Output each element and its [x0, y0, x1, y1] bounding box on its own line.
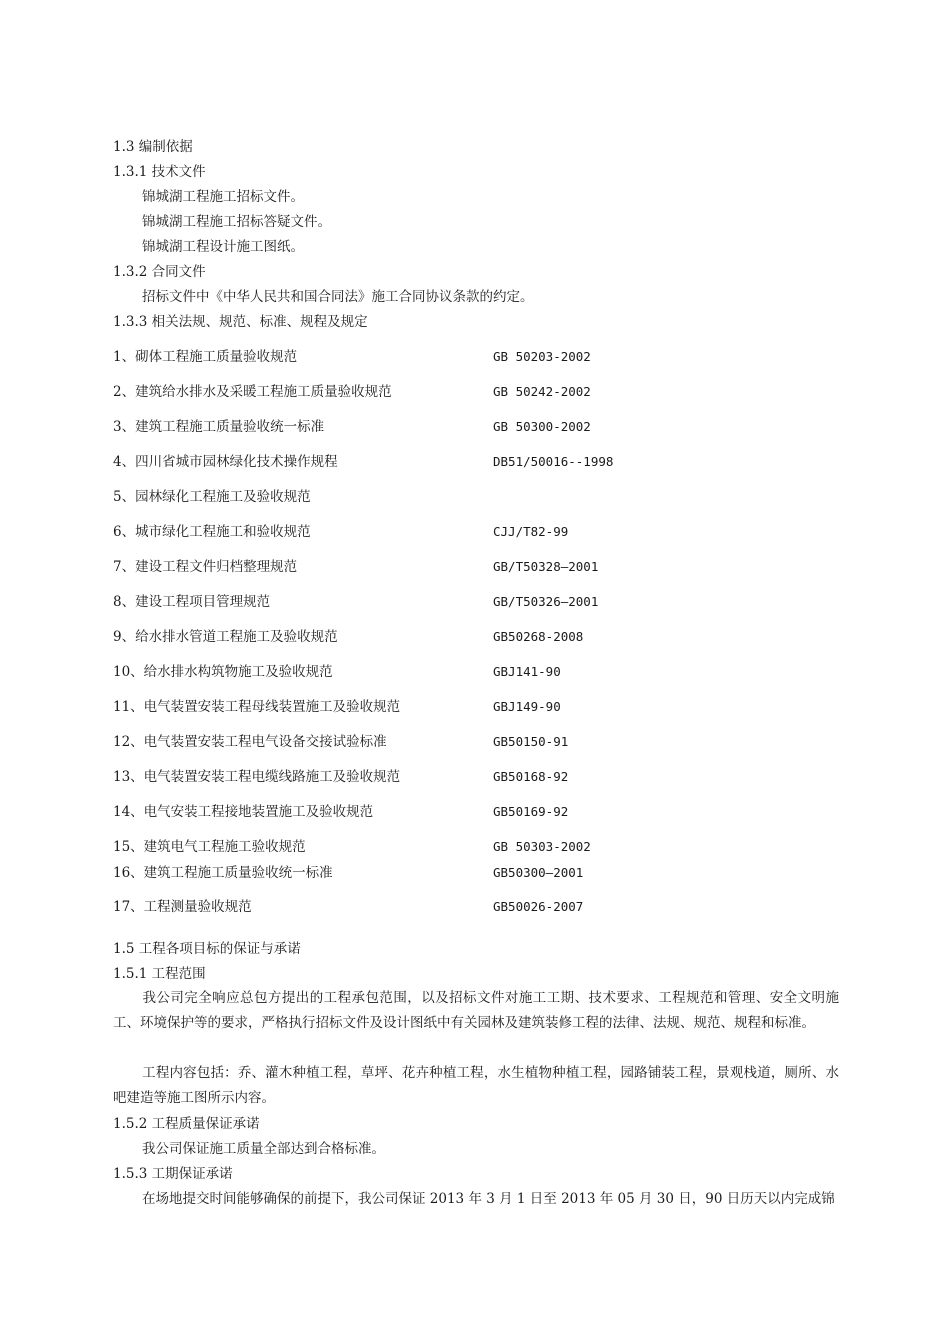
section-1-5-3-heading: 1.5.3 工期保证承诺	[113, 1166, 233, 1182]
standard-name: 17、工程测量验收规范	[113, 899, 252, 915]
section-1-3-1-heading: 1.3.1 技术文件	[113, 164, 206, 180]
standard-row	[113, 453, 853, 471]
section-1-5-1-heading: 1.5.1 工程范围	[113, 966, 206, 982]
standard-name: 16、建筑工程施工质量验收统一标准	[113, 865, 333, 881]
standard-name: 1、砌体工程施工质量验收规范	[113, 349, 298, 365]
standard-name: 15、建筑电气工程施工验收规范	[113, 839, 306, 855]
schedule-text: 在场地提交时间能够确保的前提下，我公司保证 2013 年 3 月 1 日至 2013 年 05 月 30 日，90 日历天以内完成锦	[142, 1191, 835, 1207]
section-1-5-2-heading: 1.5.2 工程质量保证承诺	[113, 1116, 260, 1132]
standard-name: 2、建筑给水排水及采暖工程施工质量验收规范	[113, 384, 392, 400]
tech-doc-item: 锦城湖工程设计施工图纸。	[142, 239, 304, 255]
standard-name: 14、电气安装工程接地装置施工及验收规范	[113, 804, 374, 820]
standard-name: 11、电气装置安装工程母线装置施工及验收规范	[113, 699, 401, 715]
standard-code: GB 50203-2002	[493, 349, 591, 364]
standard-name: 12、电气装置安装工程电气设备交接试验标准	[113, 734, 387, 750]
standard-code: GB 50303-2002	[493, 839, 591, 854]
section-1-5-heading: 1.5 工程各项目标的保证与承诺	[113, 941, 301, 957]
standard-row	[113, 733, 853, 751]
standard-code: GB/T50326—2001	[493, 594, 599, 609]
scope-paragraph	[113, 986, 839, 1036]
standard-row	[113, 593, 853, 611]
contract-doc-text: 招标文件中《中华人民共和国合同法》施工合同协议条款的约定。	[142, 289, 534, 305]
standard-name: 6、城市绿化工程施工和验收规范	[113, 524, 311, 540]
standard-code: GBJ149-90	[493, 699, 561, 714]
standard-code: CJJ/T82-99	[493, 524, 569, 539]
standard-code: GB50300—2001	[493, 865, 584, 880]
standard-name: 7、建设工程文件归档整理规范	[113, 559, 298, 575]
standard-code: GBJ141-90	[493, 664, 561, 679]
standard-code: GB50168-92	[493, 769, 569, 784]
standard-name: 9、给水排水管道工程施工及验收规范	[113, 629, 338, 645]
standard-row	[113, 348, 853, 366]
standard-row	[113, 628, 853, 646]
standard-code: GB/T50328—2001	[493, 559, 599, 574]
standard-row	[113, 898, 853, 916]
scope-paragraph-text: 我公司完全响应总包方提出的工程承包范围，以及招标文件对施工工期、技术要求、工程规范和管理、安全文明施工、环境保护等的要求，严格执行招标文件及设计图纸中有关园林及建筑装修工程的法律、法规、规范、规程和标准。	[113, 990, 839, 1031]
standard-code: GB50268-2008	[493, 629, 584, 644]
section-1-3-3-heading: 1.3.3 相关法规、规范、标准、规程及规定	[113, 314, 368, 330]
standard-code: GB50026-2007	[493, 899, 584, 914]
standard-row	[113, 558, 853, 576]
standard-row	[113, 864, 853, 882]
standard-row	[113, 383, 853, 401]
standard-code: GB50150-91	[493, 734, 569, 749]
standard-code: DB51/50016--1998	[493, 454, 614, 469]
standard-name: 10、给水排水构筑物施工及验收规范	[113, 664, 333, 680]
standard-name: 3、建筑工程施工质量验收统一标准	[113, 419, 325, 435]
section-1-3-heading: 1.3 编制依据	[113, 139, 193, 155]
work-content-paragraph-text: 工程内容包括：乔、灌木种植工程，草坪、花卉种植工程，水生植物种植工程，园路铺装工程，景观栈道，厕所、水吧建造等施工图所示内容。	[113, 1065, 839, 1106]
standard-code: GB 50300-2002	[493, 419, 591, 434]
standard-row	[113, 803, 853, 821]
standard-code: GB50169-92	[493, 804, 569, 819]
tech-doc-item: 锦城湖工程施工招标文件。	[142, 189, 304, 205]
standard-row	[113, 698, 853, 716]
tech-doc-item: 锦城湖工程施工招标答疑文件。	[142, 214, 331, 230]
standard-row	[113, 768, 853, 786]
standard-row	[113, 838, 853, 856]
quality-text: 我公司保证施工质量全部达到合格标准。	[142, 1141, 385, 1157]
section-1-3-2-heading: 1.3.2 合同文件	[113, 264, 206, 280]
work-content-paragraph	[113, 1061, 839, 1111]
standard-name: 5、园林绿化工程施工及验收规范	[113, 489, 311, 505]
standard-name: 13、电气装置安装工程电缆线路施工及验收规范	[113, 769, 401, 785]
standard-row	[113, 523, 853, 541]
standard-row	[113, 488, 853, 506]
standard-name: 4、四川省城市园林绿化技术操作规程	[113, 454, 338, 470]
standard-name: 8、建设工程项目管理规范	[113, 594, 271, 610]
standard-row	[113, 663, 853, 681]
standard-row	[113, 418, 853, 436]
standard-code: GB 50242-2002	[493, 384, 591, 399]
